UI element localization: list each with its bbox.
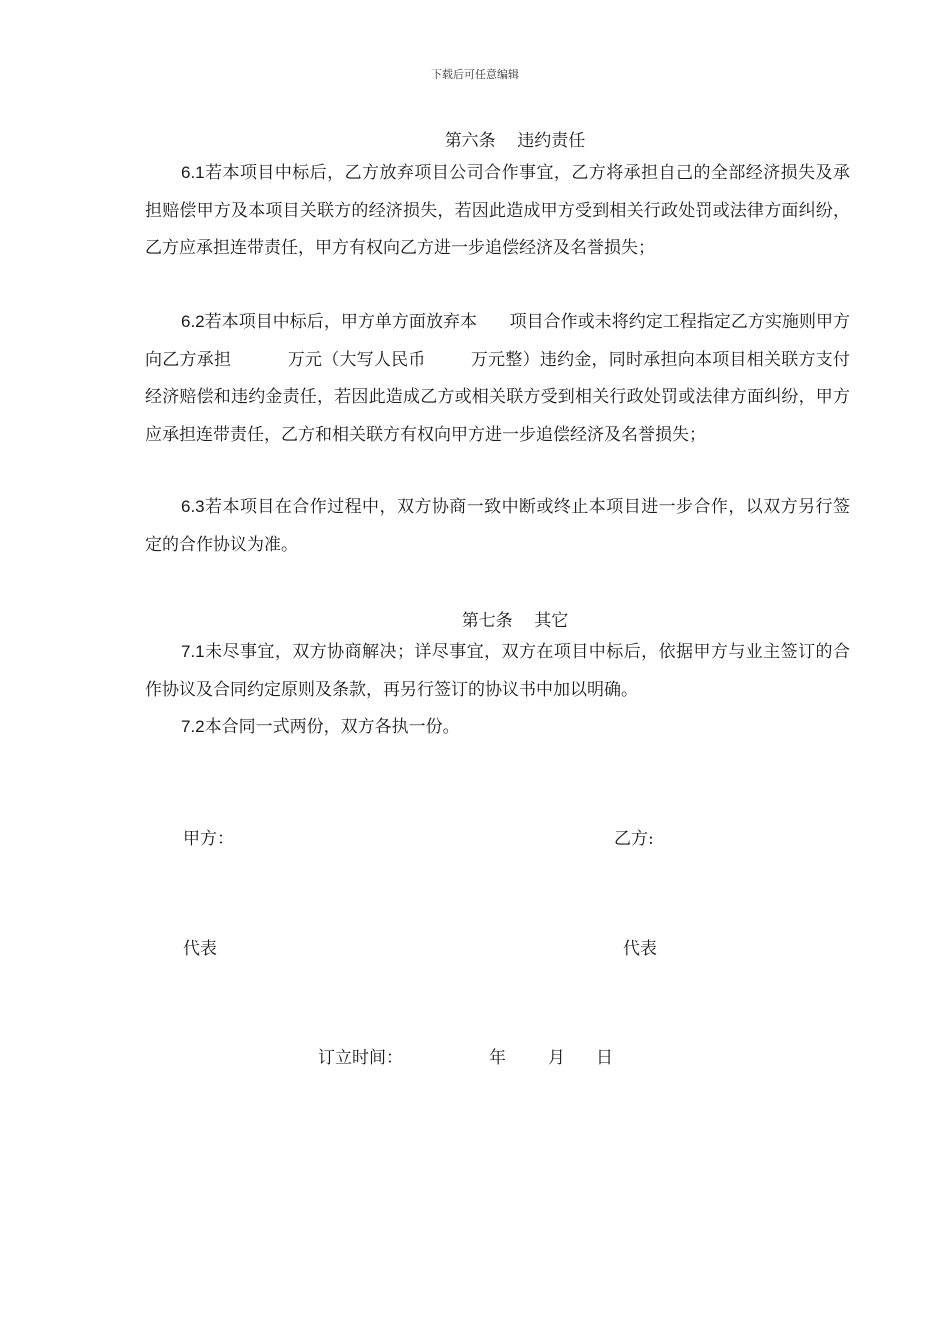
date-month: 月	[548, 1048, 565, 1068]
party-a-label: 甲方：	[183, 829, 234, 849]
clause-text: 若本项目中标后，乙方放弃项目公司合作事宜，乙方将承担自己的全部经济损失及承担赔偿甲方及本项目关联方的经济损失，若因此造成甲方受到相关行政处罚或法律方面纠纷，乙方应承担连带责任，甲方有权向乙方进一步追偿经济及名誉损失；	[145, 163, 850, 258]
article-7-title: 第七条 其它	[461, 611, 569, 631]
date-label: 订立时间：	[318, 1048, 403, 1068]
clause-7-2	[145, 708, 850, 747]
clause-text: 未尽事宜，双方协商解决；详尽事宜，双方在项目中标后，依据甲方与业主签订的合作协议及合同约定原则及条款，再另行签订的协议书中加以明确。	[145, 642, 850, 700]
clause-7-1	[145, 633, 850, 709]
clause-6-1	[145, 154, 850, 268]
date-day: 日	[596, 1048, 613, 1068]
clause-6-2	[145, 303, 850, 454]
clause-text: 若本项目在合作过程中，双方协商一致中断或终止本项目进一步合作，以双方另行签定的合作协议为准。	[145, 497, 850, 555]
party-a-representative: 代表	[183, 939, 217, 959]
clause-number: 6.3	[181, 497, 205, 516]
clause-text: 若本项目中标后，甲方单方面放弃本 项目合作或未将约定工程指定乙方实施则甲方向乙方承担 万元（大写人民币 万元整）违约金，同时承担向本项目相关联方支付经济赔偿和违约金责任，若因此造成乙方或相关联方受到相关行政处罚或法律方面纠纷，甲方应承担连带责任，乙方和相关联方有权向甲方进一步追偿经济及名誉损失；	[145, 312, 850, 445]
clause-6-3	[145, 488, 850, 564]
clause-number: 6.1	[181, 163, 205, 182]
clause-text: 本合同一式两份，双方各执一份。	[204, 717, 460, 737]
clause-number: 7.1	[181, 642, 205, 661]
article-6-title: 第六条 违约责任	[444, 131, 586, 151]
party-b-label: 乙方:	[614, 829, 654, 849]
clause-number: 7.2	[181, 717, 205, 736]
clause-number: 6.2	[181, 312, 205, 331]
party-b-representative: 代表	[623, 939, 657, 959]
date-year: 年	[489, 1048, 506, 1068]
page-header: 下载后可任意编辑	[431, 68, 519, 81]
